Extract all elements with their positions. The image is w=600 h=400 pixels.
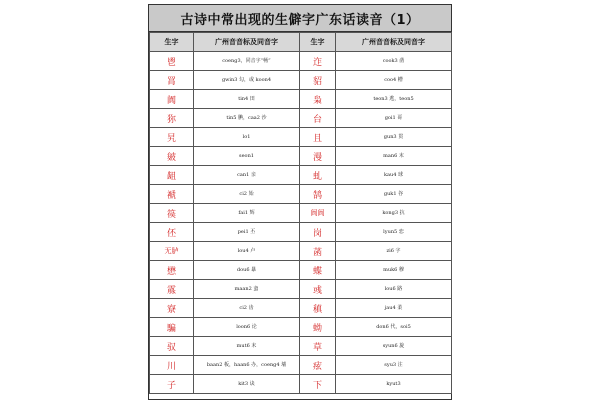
pron-cell-right: man6 末 [336,147,452,166]
pron-cell-left: ci2 齿 [194,299,300,318]
table-row [150,109,452,128]
pron-cell-left: lou4 卢 [194,242,300,261]
table-row [150,318,452,337]
char-cell-left: 寮 [150,299,194,318]
pron-cell-left: pei1 丕 [194,223,300,242]
char-cell-left: 篌 [150,204,194,223]
pron-cell-left: kit3 诀 [194,375,300,394]
pron-cell-left: can1 亲 [194,166,300,185]
table-row [150,166,452,185]
header-pron-left: 广州音音标及同音字 [194,33,300,52]
pron-cell-right: kong3 抗 [336,204,452,223]
char-cell-right: 稹 [300,299,336,318]
char-cell-left: 无胪 [150,242,194,261]
header-char-left: 生字 [150,33,194,52]
char-cell-left: 龃 [150,166,194,185]
pron-cell-right: syu3 注 [336,356,452,375]
pron-cell-right: kau4 球 [336,166,452,185]
table-row [150,204,452,223]
pron-cell-left: loon6 论 [194,318,300,337]
table-header [150,33,452,52]
pronunciation-table [149,32,452,394]
table-row [150,242,452,261]
sheet-title: 古诗中常出现的生僻字广东话读音（1） [149,5,451,32]
pron-cell-left: gwin3 勾，或 koon4 [194,71,300,90]
table-row [150,299,452,318]
pron-cell-right: lou6 路 [336,280,452,299]
table-row [150,128,452,147]
char-cell-left: 子 [150,375,194,394]
pron-cell-left: fai1 辉 [194,204,300,223]
char-cell-left: 霡 [150,280,194,299]
pron-cell-left: baan2 板，haan6 办，coeng4 墙 [194,356,300,375]
header-row [150,33,452,52]
char-cell-right: 岗 [300,223,336,242]
table-row [150,375,452,394]
table-row [150,223,452,242]
char-cell-right: 漫 [300,147,336,166]
char-cell-right: 阆阆 [300,204,336,223]
char-cell-right: 迮 [300,52,336,71]
char-cell-right: 痃 [300,356,336,375]
pron-cell-right: syun6 旋 [336,337,452,356]
char-cell-right: 貂 [300,71,336,90]
pron-cell-right: lyun5 恋 [336,223,452,242]
table-row [150,52,452,71]
table-row [150,90,452,109]
pron-cell-left: ci2 始 [194,185,300,204]
table-body [150,52,452,394]
pron-cell-right: kyut3 [336,375,452,394]
pron-cell-right: guk1 谷 [336,185,452,204]
header-char-right: 生字 [300,33,336,52]
pron-cell-right: muk6 穆 [336,261,452,280]
table-row [150,185,452,204]
table-row [150,356,452,375]
pron-cell-right: jau4 柔 [336,299,452,318]
table-row [150,261,452,280]
char-cell-left: 褫 [150,185,194,204]
pron-cell-left: dou6 暴 [194,261,300,280]
pron-cell-left: maan2 蛮 [194,280,300,299]
char-cell-left: 狝 [150,109,194,128]
char-cell-left: 騙 [150,318,194,337]
table-row [150,147,452,166]
pron-cell-right: cook3 凿 [336,52,452,71]
pron-cell-right: gun3 贯 [336,128,452,147]
pron-cell-right: teon3 逃，teon5 [336,90,452,109]
char-cell-right: 草 [300,337,336,356]
table-row [150,337,452,356]
table-row [150,280,452,299]
char-cell-right: 菡 [300,242,336,261]
char-cell-right: 且 [300,128,336,147]
char-cell-right: 虬 [300,166,336,185]
char-cell-left: 皴 [150,147,194,166]
char-cell-left: 驭 [150,337,194,356]
pronunciation-sheet [148,4,452,400]
char-cell-right: 台 [300,109,336,128]
char-cell-right: 蚴 [300,318,336,337]
char-cell-right: 彧 [300,280,336,299]
pron-cell-left: tin5 腆，caa2 沙 [194,109,300,128]
char-cell-right: 蝶 [300,261,336,280]
pron-cell-right: goi1 哥 [336,109,452,128]
pron-cell-right: zi6 字 [336,242,452,261]
pron-cell-left: mut6 末 [194,337,300,356]
char-cell-left: 罥 [150,71,194,90]
header-pron-right: 广州音音标及同音字 [336,33,452,52]
char-cell-right: 下 [300,375,336,394]
pron-cell-left: coeng3，同音字“畅” [194,52,300,71]
char-cell-left: 懋 [150,261,194,280]
pron-cell-left: seon1 [194,147,300,166]
pron-cell-left: tin4 田 [194,90,300,109]
char-cell-left: 川 [150,356,194,375]
char-cell-left: 旯 [150,128,194,147]
char-cell-left: 伾 [150,223,194,242]
char-cell-left: 阗 [150,90,194,109]
pron-cell-right: coo4 槽 [336,71,452,90]
char-cell-right: 鹄 [300,185,336,204]
pron-cell-left: lo1 [194,128,300,147]
char-cell-left: 鬯 [150,52,194,71]
table-row [150,71,452,90]
char-cell-right: 枭 [300,90,336,109]
pron-cell-right: don6 代，soi5 [336,318,452,337]
